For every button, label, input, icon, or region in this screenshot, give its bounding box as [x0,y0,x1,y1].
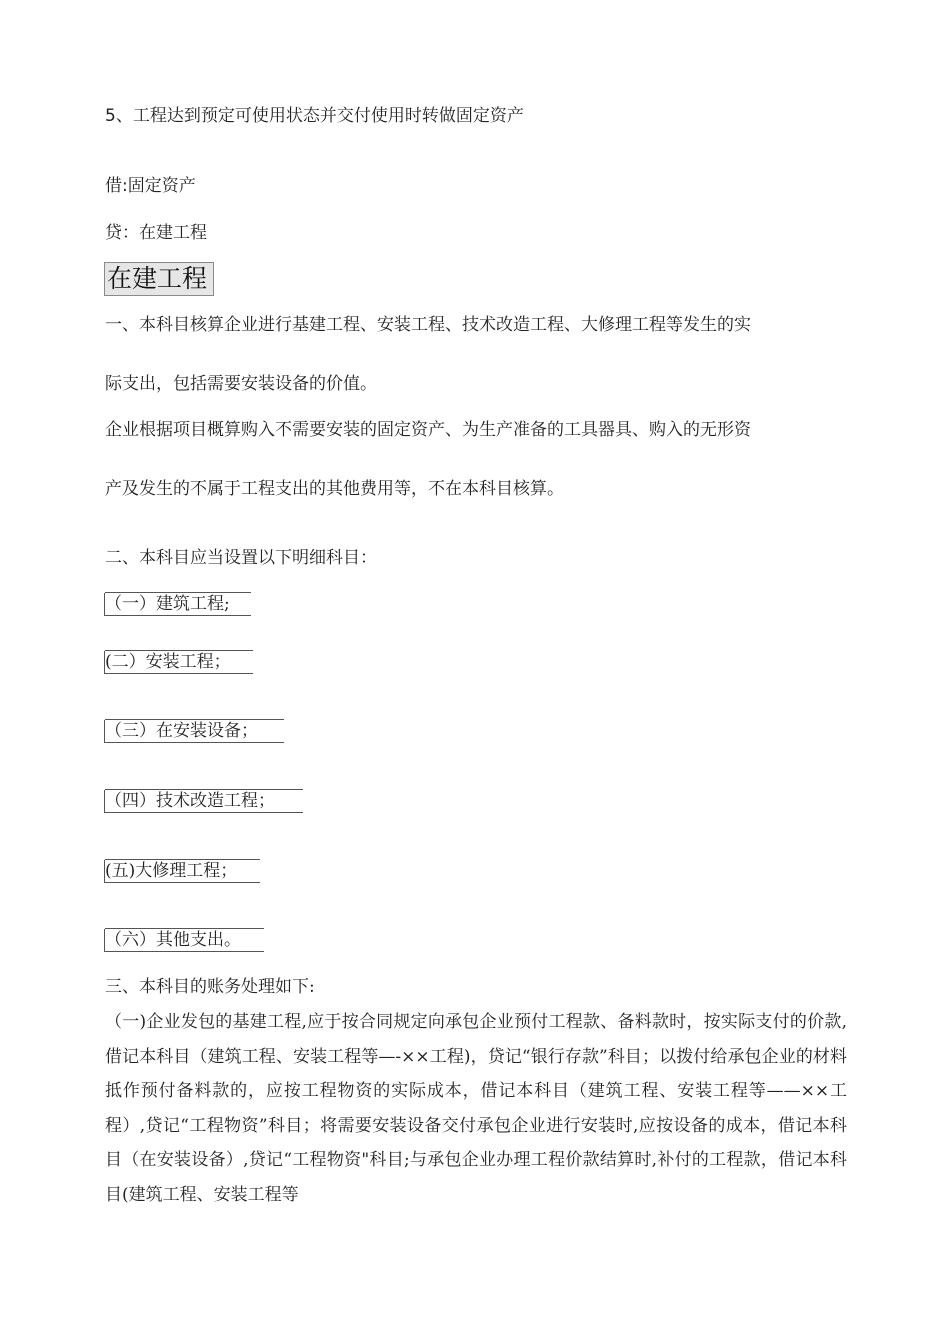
part1-line4: 产及发生的不属于工程支出的其他费用等，不在本科目核算。 [105,479,564,499]
part1-line1: 一、本科目核算企业进行基建工程、安装工程、技术改造工程、大修理工程等发生的实 [105,315,751,335]
section-heading: 在建工程 [104,262,214,296]
sub-account-item: (二）安装工程； [104,651,253,674]
sub-account-item: （四）技术改造工程； [104,790,303,813]
section5-title: 5、工程达到预定可使用状态并交付使用时转做固定资产 [105,106,524,126]
debit-entry: 借:固定资产 [105,176,196,196]
sub-account-item: （六）其他支出。 [104,929,264,952]
sub-account-item: (五)大修理工程； [104,860,260,883]
part3-paragraph: （一)企业发包的基建工程,应于按合同规定向承包企业预付工程款、备料款时，按实际支付的价款,借记本科目（建筑工程、安装工程等—-××工程)，贷记“银行存款”科目；以拨付给承包企业的材料抵作预付备料款的，应按工程物资的实际成本，借记本科目（建筑工程、安装工程等——××工程）,贷记“工程物资”科目；将需要安装设备交付承包企业进行安装时,应按设备的成本，借记本科目（在安装设备）,贷记“工程物资"科目;与承包企业办理工程价款结算时,补付的工程款，借记本科目(建筑工程、安装工程等 [105,1012,847,1205]
sub-account-item: （三）在安装设备； [104,720,284,743]
part1-line3: 企业根据项目概算购入不需要安装的固定资产、为生产准备的工具器具、购入的无形资 [105,420,751,440]
part2-title: 二、本科目应当设置以下明细科目： [105,548,377,568]
part3-title: 三、本科目的账务处理如下: [105,977,315,997]
part1-line2: 际支出，包括需要安装设备的价值。 [105,374,377,394]
sub-account-item: （一）建筑工程; [104,593,251,616]
credit-entry: 贷：在建工程 [105,223,207,243]
